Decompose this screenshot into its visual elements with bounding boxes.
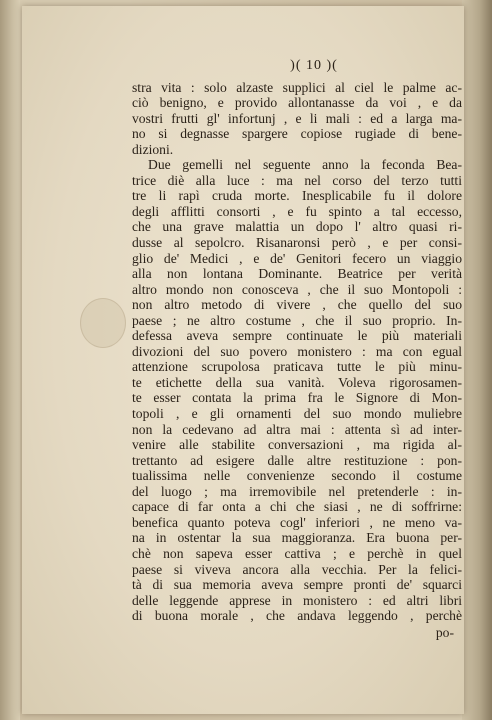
text-line: non altro metodo di vivere , che quello del suo [132, 297, 462, 313]
text-line: divozioni del suo povero monistero : ma con egual [132, 343, 462, 359]
text-line: dusse al sepolcro. Risanaronsi però , e per consi- [132, 235, 462, 251]
text-line: topoli , e gli ornamenti del suo mondo muliebre [132, 406, 462, 422]
text-line: venire alle stabilite conversazioni , ma rigida al- [132, 437, 462, 453]
text-line: vostri frutti gl' infortunj , e li mali : ed a larga ma- [132, 110, 462, 126]
text-line: te etichette della sua vanità. Voleva rigorosamen- [132, 374, 462, 390]
paper-stain [80, 298, 126, 348]
text-line: capace di far onta a chi che siasi , ne di soffrirne: [132, 499, 462, 515]
body-text [132, 80, 462, 624]
page-text-block [132, 58, 462, 640]
text-line: na in ostentar la sua maggioranza. Era buona per- [132, 530, 462, 546]
text-line: trettanto ad esigere dalle altre restituzione : pon- [132, 452, 462, 468]
text-line: no si degnasse spargere copiose rugiade di bene- [132, 126, 462, 142]
text-line: altro mondo non conosceva , che il suo Montopoli : [132, 281, 462, 297]
text-line: degli afflitti consorti , e fu spinto a tal eccesso, [132, 203, 462, 219]
text-line: di buona morale , che andava leggendo , perchè [132, 608, 462, 624]
text-line: paese ; ne altro costume , che il suo proprio. In- [132, 312, 462, 328]
text-line: paese si viveva ancora alla vecchia. Per la felici- [132, 561, 462, 577]
text-line: tre li rapì cruda morte. Inesplicabile fu il dolore [132, 188, 462, 204]
text-line: te esser contata la prima fra le Signore di Mon- [132, 390, 462, 406]
text-line: benefica quanto poteva cogl' inferiori , ne meno va- [132, 514, 462, 530]
text-line: non la cedevano ad altra mai : attenta sì ad inter- [132, 421, 462, 437]
text-line: alla non lontana Dominante. Beatrice per verità [132, 266, 462, 282]
text-line: chè non sapeva esser cattiva ; e perchè in quel [132, 545, 462, 561]
text-line: che una grave malattia un dopo l' altro quasi ri- [132, 219, 462, 235]
text-line: Due gemelli nel seguente anno la feconda Bea- [148, 157, 462, 173]
text-line: tà di sua memoria aveva sempre pronti de' squarci [132, 577, 462, 593]
text-line: stra vita : solo alzaste supplici al ciel le palme ac- [132, 79, 462, 95]
text-line: del luogo ; ma irremovibile nel pretenderle : in- [132, 483, 462, 499]
text-line: ciò benigno, e provido allontanasse da voi , e da [132, 95, 462, 111]
page-number-header: )( 10 )( [290, 58, 338, 73]
text-line: glio de' Medici , e de' Genitori fecero un viaggio [132, 250, 462, 266]
text-line: tualissima nelle convenienze secondo il costume [132, 468, 462, 484]
left-page-edge [0, 0, 20, 720]
text-line: delle leggende apprese in monistero : ed altri libri [132, 592, 462, 608]
text-line: defessa aveva sempre continuate le più materiali [132, 328, 462, 344]
text-line: trice diè alla luce : ma nel corso del terzo tutti [132, 172, 462, 188]
right-page-edge [462, 0, 492, 720]
text-line: dizioni. [132, 141, 174, 157]
text-line: attenzione scrupolosa praticava tutte le più minu- [132, 359, 462, 375]
catchword: po- [435, 624, 454, 640]
